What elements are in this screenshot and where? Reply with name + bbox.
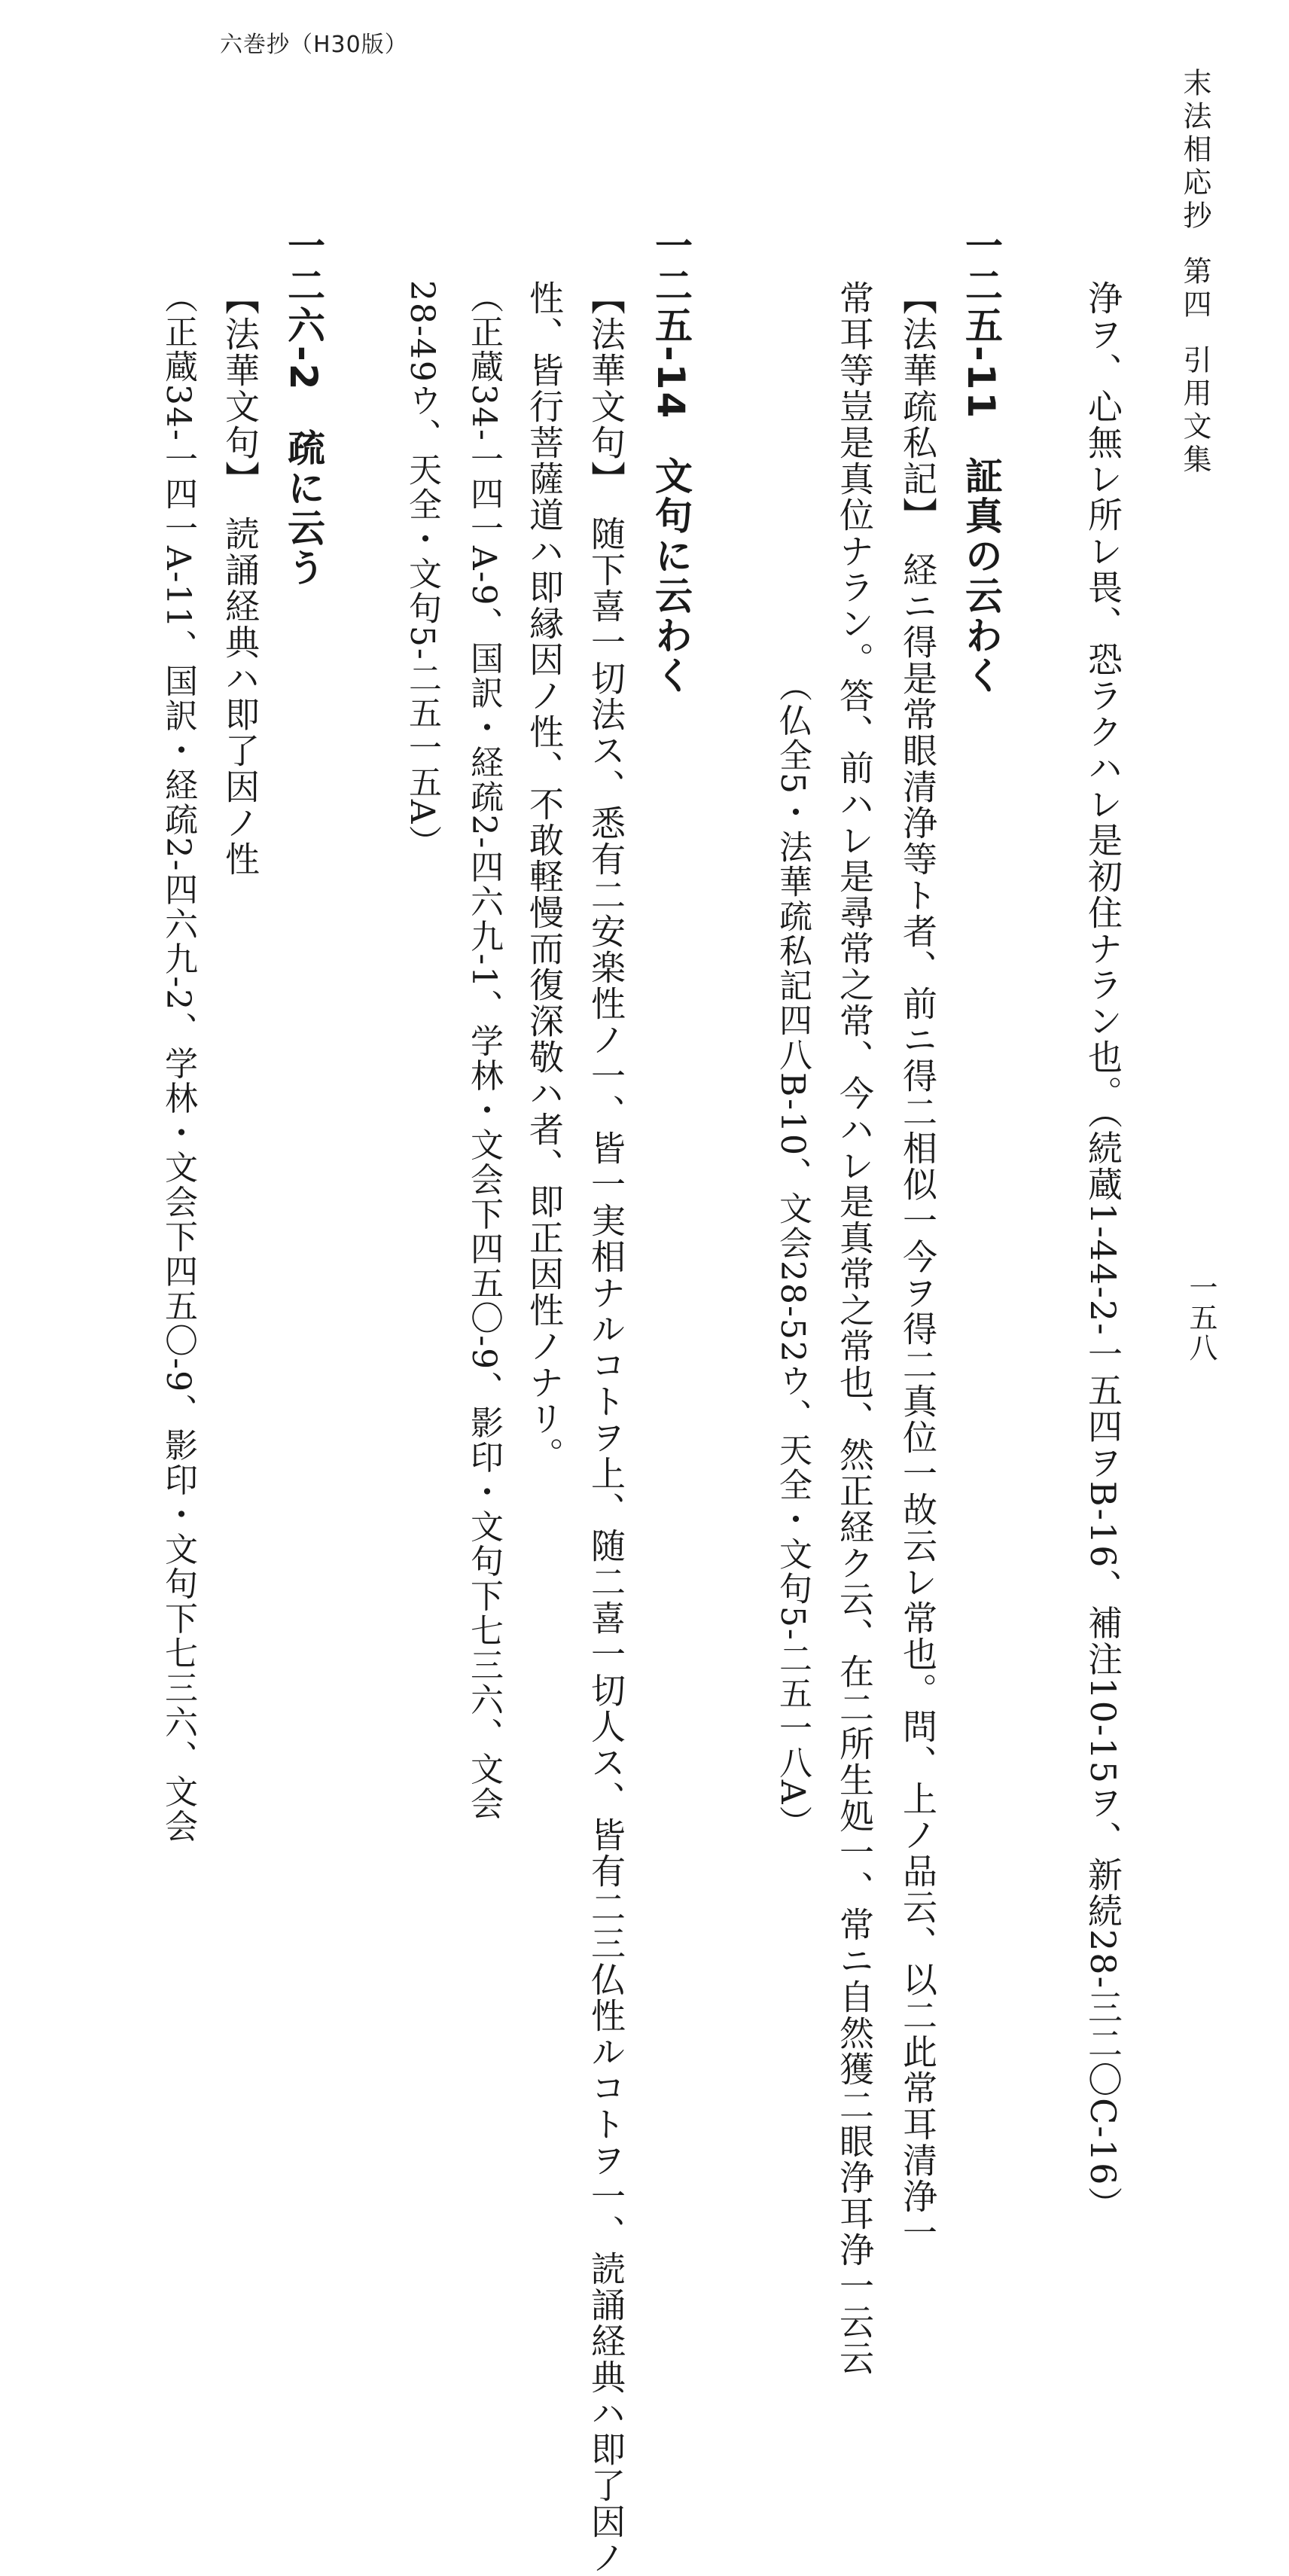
body-column-7: 【法華文句】 随下喜一切法ス、悉有二安楽性ノ一、皆一実相ナルコトヲ上、随二喜一切人ス、皆有二三仏性ルコトヲ一、読誦経典ハ即了因ノ (586, 280, 626, 2576)
running-header (1178, 68, 1211, 477)
header-book-title: 末法相応抄 (1178, 68, 1211, 233)
header-section: 引用文集 (1178, 345, 1211, 477)
source-citation-3: （正蔵34-一四一A-11、国訳・経疏2-四六九-2、学林・文会下四五〇-9、影印・文句下七三六、文会 (159, 280, 197, 1844)
heading-125-11 (959, 226, 1003, 697)
body-column-1: 浄ヲ、心無レ所レ畏、恐ラクハレ是初住ナラン也。（続蔵1-44-2-一五四ヲB-16、補注10-15ヲ、新続28-三二〇C-16） (1083, 280, 1123, 2223)
page-number: 一五八 (1184, 1273, 1217, 1363)
book-edition-label: 六巻抄（H30版） (220, 32, 408, 58)
body-column-3: 【法華疏私記】 経ニ得是常眼清浄等ト者、前ニ得二相似一今ヲ得二真位一故云レ常也。問、上ノ品云、以二此常耳清浄一 (897, 280, 938, 2251)
body-column-4: 常耳等豈是真位ナラン。答、前ハレ是尋常之常、今ハレ是真常之常也、然正経ク云、在二所生処一、常ニ自然獲二眼浄耳浄一云云 (834, 280, 875, 2376)
heading-title: 疏に云う (282, 428, 325, 588)
body-column-8: 性、皆行菩薩道ハ即縁因ノ性、不敢軽慢而復深敬ハ者、即正因性ノナリ。 (524, 280, 565, 1473)
source-citation-2-cont: 28-49ウ、天全・文句5-二五一五A） (403, 280, 441, 860)
heading-number: 一二五-14 (649, 226, 693, 421)
heading-125-14 (649, 226, 693, 697)
heading-number: 一二五-11 (959, 226, 1003, 421)
heading-number: 一二六-2 (282, 226, 325, 392)
heading-title: 文句に云わく (649, 456, 693, 697)
source-citation-1: （仏全5・法華疏私記四八B-10、文会28-52ウ、天全・文句5-二五一八A） (773, 669, 812, 1840)
heading-title: 証真の云わく (959, 456, 1003, 697)
header-chapter: 第四 (1178, 256, 1211, 322)
body-column-12: 【法華文句】 読誦経典ハ即了因ノ性 (220, 280, 261, 877)
heading-126-2 (282, 226, 325, 588)
source-citation-2: （正蔵34-一四一A-9、国訳・経疏2-四六九-1、学林・文会下四五〇-9、影印・文句下七三六、文会 (465, 280, 503, 1821)
